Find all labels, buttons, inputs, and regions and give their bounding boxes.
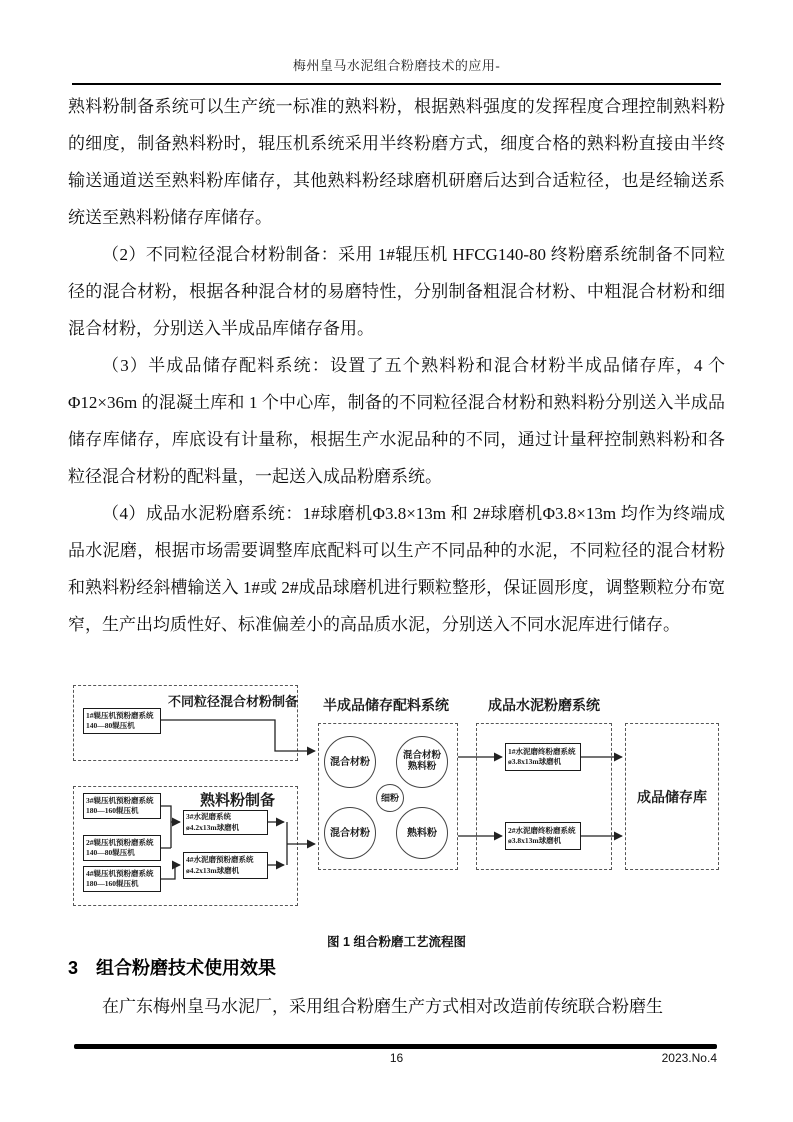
- silo-label: 熟料粉: [407, 762, 437, 772]
- roller-press-1-name: 1#辊压机预粉磨系统: [86, 710, 154, 720]
- cement-mill-2-box: [505, 822, 581, 850]
- section-title: 组合粉磨技术使用效果: [96, 958, 277, 978]
- cement-mill-2-name: 2#水泥磨终粉磨系统: [508, 825, 576, 835]
- paragraph: （4）成品水泥粉磨系统：1#球磨机Φ3.8×13m 和 2#球磨机Φ3.8×13m 均作为终端成品水泥磨，根据市场需要调整库底配料可以生产不同品种的水泥，不同粒径的混合材粉和熟料粉经斜槽输送入 1#或 2#成品球磨机进行颗粒整形，保证圆形度，调整颗粒分布宽窄，生产出均质性好、标准偏差小的高品质水泥，分别送入不同水泥库进行储存。: [68, 504, 725, 634]
- cement-mill-4-box: [183, 852, 268, 879]
- silo-mixed-bottom: [324, 807, 376, 859]
- finished-storage-label: 成品储存库: [637, 790, 707, 806]
- cement-mill-4-model: ø4.2x13m球磨机: [186, 865, 240, 875]
- silo-mixed-clinker: [396, 736, 448, 788]
- roller-press-3-model: 180—160辊压机: [86, 806, 139, 815]
- paragraph: 在广东梅州皇马水泥厂，采用组合粉磨生产方式相对改造前传统联合粉磨生: [102, 997, 663, 1016]
- cement-mill-3-model: ø4.2x13m球磨机: [186, 822, 240, 832]
- silo-label: 混合材粉: [402, 751, 441, 761]
- silo-fine-powder: [376, 784, 404, 812]
- page-number: 16: [389, 1051, 404, 1065]
- cement-mill-3-box: [183, 810, 268, 835]
- roller-press-2-model: 140—80辊压机: [86, 848, 135, 857]
- cement-mill-1-model: ø3.8x13m球磨机: [508, 757, 562, 766]
- header-rule: [72, 83, 721, 85]
- roller-press-2-box: [83, 835, 161, 861]
- issue-label: 2023.No.4: [661, 1051, 717, 1065]
- cement-mill-3-name: 3#水泥磨系统: [186, 812, 231, 821]
- semi-storage-title: 半成品储存配料系统: [323, 699, 449, 714]
- silo-label: 混合材粉: [330, 756, 370, 768]
- header-title: 梅州皇马水泥组合粉磨技术的应用-: [292, 58, 501, 73]
- roller-press-4-model: 180—160辊压机: [86, 879, 139, 888]
- cement-mill-1-name: 1#水泥磨终粉磨系统: [508, 746, 576, 756]
- roller-press-3-box: [83, 793, 161, 819]
- silo-clinker: [396, 807, 448, 859]
- figure-caption: 图 1 组合粉磨工艺流程图: [327, 935, 466, 949]
- footer-rule: [74, 1044, 717, 1049]
- flow-diagram: [68, 683, 728, 923]
- silo-label: 熟料粉: [407, 827, 437, 839]
- roller-press-3-name: 3#辊压机预粉磨系统: [86, 795, 154, 805]
- roller-press-1-model: 140—80辊压机: [86, 721, 135, 730]
- paragraph: （3）半成品储存配料系统：设置了五个熟料粉和混合材粉半成品储存库，4 个Φ12×36m 的混凝土库和 1 个中心库，制备的不同粒径混合材粉和熟料粉分别送入半成品储存库储存，库底设有计量称，根据生产水泥品种的不同，通过计量秤控制熟料粉和各粒径混合材粉的配料量，一起送入成品粉磨系统。: [68, 356, 725, 486]
- cement-mill-1-box: [505, 743, 581, 771]
- body-text: [68, 88, 725, 643]
- roller-press-4-name: 4#辊压机预粉磨系统: [86, 868, 154, 878]
- cement-mill-2-model: ø3.8x13m球磨机: [508, 836, 562, 845]
- paragraph: 熟料粉制备系统可以生产统一标准的熟料粉，根据熟料强度的发挥程度合理控制熟料粉的细度，制备熟料粉时，辊压机系统采用半终粉磨方式，细度合格的熟料粉直接由半终输送通道送至熟料粉库储存，其他熟料粉经球磨机研磨后达到合适粒径，也是经输送系统送至熟料粉储存库储存。: [68, 97, 725, 227]
- silo-mixed-top: [324, 736, 376, 788]
- finished-grinding-title: 成品水泥粉磨系统: [488, 699, 600, 714]
- cement-mill-4-name: 4#水泥磨预粉磨系统: [186, 855, 254, 864]
- closing-paragraph-block: [68, 988, 725, 1025]
- silo-label: 细粉: [380, 792, 399, 803]
- paragraph: （2）不同粒径混合材粉制备：采用 1#辊压机 HFCG140-80 终粉磨系统制备不同粒径的混合材粉，根据各种混合材的易磨特性，分别制备粗混合材粉、中粗混合材粉和细混合材粉，分别送入半成品库储存备用。: [68, 245, 725, 338]
- section-heading: [68, 954, 725, 980]
- roller-press-2-name: 2#辊压机预粉磨系统: [86, 837, 154, 847]
- mixed-material-prep-title: 不同粒径混合材粉制备: [168, 694, 299, 709]
- roller-press-1-box: [83, 708, 161, 734]
- silo-label: 混合材粉: [330, 827, 370, 839]
- section-number: 3: [68, 958, 79, 978]
- roller-press-4-box: [83, 866, 161, 892]
- clinker-prep-title: 熟料粉制备: [200, 793, 276, 809]
